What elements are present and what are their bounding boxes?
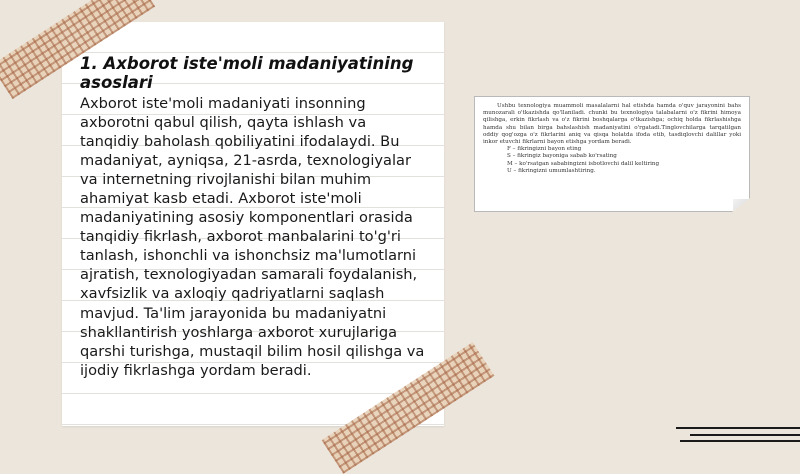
decorative-line (690, 434, 800, 436)
legend-item-m: M – ko'rsatgan sababingizni isbotlovchi dalil keltiring (507, 160, 660, 167)
document-card-legend (483, 146, 741, 175)
decorative-line (680, 440, 800, 442)
document-card-paragraph: Ushbu texnologiya muammoli masalalarni hal etishda hamda o'quv jarayonini bahs munozarali o'tkazishda qo'llaniladi. chunki bu texnologiya talabalarni o'z fikrini himoya qilishga, erkin fikrlash va o'z fikrini boshqalarga o'tkazishga; ochiq holda fikrlashishga hamda shu bilan birga bahslashish madaniyatini o'rgatadi.Tinglovchilarga tarqatilgan oddiy qog'ozga o'z fikrlarini aniq va qisqa holatda ifoda etib, tasdiqlovchi dalillar yoki inkor etuvchi fikrlarni bayon etishga yordam beradi. (483, 103, 741, 146)
slide-heading: 1. Axborot iste'moli madaniyatining asoslari (80, 54, 414, 92)
legend-item-u: U – fikringizni umumlashtiring. (507, 167, 596, 174)
legend-item-f: F – fikringizni bayon eting (507, 146, 582, 153)
slide-body-text: Axborot iste'moli madaniyati insonning axborotni qabul qilish, qayta ishlash va tanqidiy baholash qobiliyatini ifodalaydi. Bu madaniyat, ayniqsa, 21-asrda, texnologiyalar va internetning rivojlanishi bilan muhim ahamiyat kasb etadi. Axborot iste'moli madaniyatining asosiy komponentlari orasida tanqidiy fikrlash, axborot manbalarini to'g'ri tanlash, ishonchli va ishonchsiz ma'lumotlarni ajratish, texnologiyadan samarali foydalanish, xavfsizlik va axloqiy qadriyatlarni saqlash mavjud. Ta'lim jarayonida bu madaniyatni shakllantirish yoshlarga axborot xurujlariga qarshi turishga, mustaqil bilim hosil qilishga va ijodiy fikrlashga yordam beradi. (80, 95, 425, 379)
decorative-line (676, 427, 800, 429)
legend-item-s: S – fikringiz bayoniga sabab ko'rsating (507, 153, 617, 160)
document-card (474, 96, 750, 212)
